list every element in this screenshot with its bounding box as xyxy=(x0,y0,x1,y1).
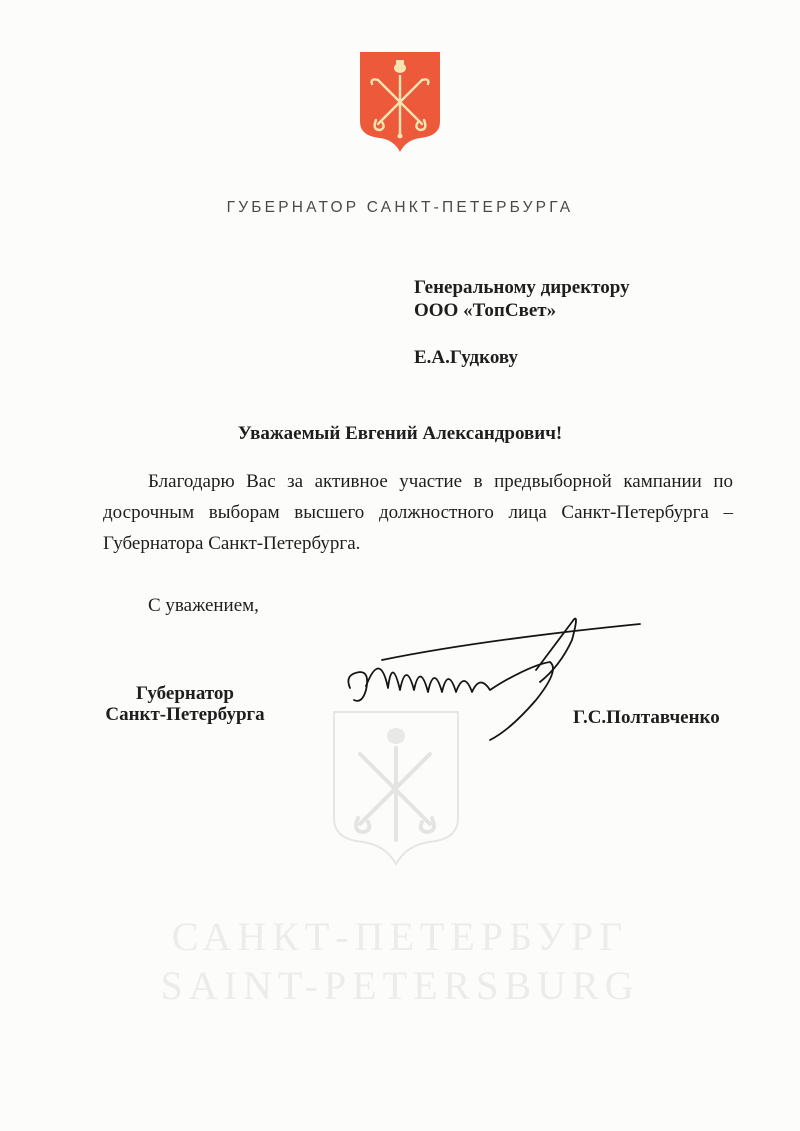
addressee-block xyxy=(414,276,630,369)
letterhead-issuer: ГУБЕРНАТОР САНКТ-ПЕТЕРБУРГА xyxy=(226,199,574,216)
signatory-name: Г.С.Полтавченко xyxy=(573,707,720,728)
closing: С уважением, xyxy=(148,595,259,616)
watermark-text-en: SAINT-PETERSBURG xyxy=(160,963,640,1008)
letter-body: Благодарю Вас за активное участие в предвыборной кампании по досрочным выборам высшего должностного лица Санкт-Петербурга – Губернатора Санкт-Петербурга. xyxy=(103,471,733,554)
addressee-position: Генеральному директору xyxy=(414,277,630,298)
handwritten-signature xyxy=(340,600,650,750)
signatory-title-line1: Губернатор xyxy=(136,683,234,704)
signatory-title xyxy=(100,683,270,725)
salutation: Уважаемый Евгений Александрович! xyxy=(237,423,563,444)
signatory-title-line2: Санкт-Петербурга xyxy=(105,704,265,725)
addressee-name: Е.А.Гудкову xyxy=(414,347,519,368)
addressee-company: ООО «ТопСвет» xyxy=(414,300,557,321)
coat-of-arms-icon xyxy=(358,50,442,154)
watermark-text-ru: САНКТ-ПЕТЕРБУРГ xyxy=(171,914,629,959)
